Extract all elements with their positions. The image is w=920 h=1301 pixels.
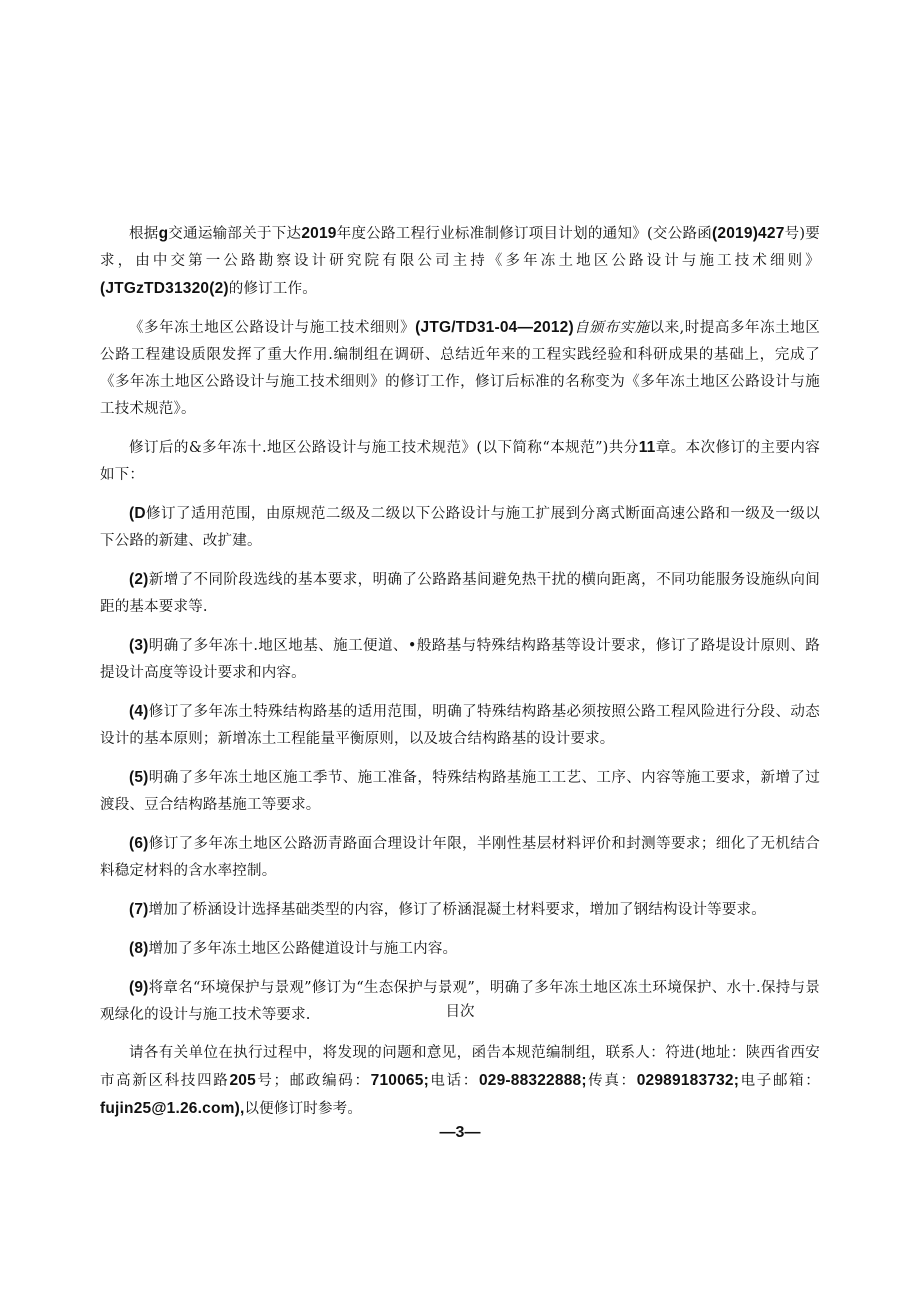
text-run: 修订了多年冻土特殊结构路基的适用范围，明确了特殊结构路基必须按照公路工程风险进行分段、动态设计的基本原则；新增冻土工程能量平衡原则，以及坡合结构路基的设计要求。 (100, 704, 820, 747)
bold-text-run: 2019 (301, 225, 337, 242)
text-run: 传真： (586, 1073, 637, 1089)
text-run: 《多年冻土地区公路设计与施工技术细则》 (129, 320, 416, 336)
text-run: 修订了多年冻土地区公路沥青路面合理设计年限，半刚性基层材料评价和封测等要求；细化了无机结合料稳定材料的含水率控制。 (100, 836, 820, 879)
text-run: 电子邮箱： (739, 1073, 820, 1089)
text-run: 章。本次修订的主要内容如下： (100, 440, 820, 483)
bold-text-run: (9) (129, 979, 149, 996)
text-run: 新增了不同阶段选线的基本要求，明确了公路路基间避免热干扰的横向距离，不同功能服务设施纵向间距的基本要求等. (100, 572, 820, 615)
paragraph (100, 566, 820, 621)
text-run: 电话： (428, 1073, 479, 1089)
bold-text-run: (7) (129, 901, 149, 918)
bold-text-run: (8) (129, 940, 149, 957)
text-run: 修订了适用范围，由原规范二级及二级以下公路设计与施工扩展到分离式断面高速公路和一级及一级以下公路的新建、改扩建。 (100, 506, 820, 549)
paragraph (100, 935, 820, 963)
text-run: 将章名“环境保护与景观”修订为“生态保护与景观”，明确了多年冻土地区冻土环境保护、水十.保持与景观绿化的设计与施工技术等要求. (100, 980, 820, 1023)
paragraph (100, 1040, 820, 1123)
paragraph (100, 830, 820, 885)
bold-text-run: (6) (129, 835, 149, 852)
text-run: 请各有关单位在执行过程中，将发现的问题和意见，函告本规范编制组，联系人：符进(地址：陕西省西安市高新区科技四路 (100, 1045, 820, 1089)
text-run: 以来,时提高多年冻土地区公路工程建设质限发挥了重大作用.编制组在调研、总结近年来的工程实践经验和科研成果的基础上，完成了《多年冻土地区公路设计与施工技术细则》的修订工作，修订后标准的名称变为《多年冻土地区公路设计与施工技术规范》。 (100, 320, 820, 417)
text-run: 以便修订时参考。 (244, 1101, 363, 1117)
text-run: 修订后的&多年冻十.地区公路设计与施工技术规范》(以下简称“本规范”)共分 (129, 440, 639, 456)
bold-text-run: (4) (129, 703, 149, 720)
text-run: 的修订工作。 (228, 281, 317, 297)
paragraph (100, 764, 820, 819)
text-run: 增加了多年冻土地区公路健道设计与施工内容。 (148, 941, 458, 957)
text-run: 明确了多年冻十.地区地基、施工便道、•般路基与特殊结构路基等设计要求，修订了路堤设计原则、路提设计高度等设计要求和内容。 (100, 638, 820, 681)
document-body (100, 220, 820, 1134)
text-run: 号)要求，由中交第一公路勘察设计研究院有限公司主持《多年冻土地区公路设计与施工技术细则》 (100, 226, 821, 269)
text-run: 交通运输部关于下达 (168, 226, 302, 242)
bold-text-run: 205 (229, 1072, 256, 1089)
bold-text-run: (JTGzTD31320(2) (100, 280, 229, 297)
paragraph (100, 434, 820, 489)
text-run: 号；邮政编码： (255, 1073, 371, 1089)
bold-text-run: (JTG/TD31-04—2012) (415, 319, 574, 336)
bold-text-run: (D (129, 505, 146, 522)
table-of-contents-heading: 目次 (445, 1004, 475, 1020)
bold-text-run: 710065; (370, 1072, 429, 1089)
page-number: —3— (439, 1124, 481, 1141)
paragraph (100, 500, 820, 555)
bold-text-run: 02989183732; (636, 1072, 740, 1089)
italic-text-run: 自颁布实施 (573, 320, 650, 336)
text-run: 明确了多年冻土地区施工季节、施工准备，特殊结构路基施工工艺、工序、内容等施工要求，新增了过渡段、豆合结构路基施工等要求。 (100, 770, 820, 813)
bold-text-run: (3) (129, 637, 149, 654)
text-run: 增加了桥涵设计选择基础类型的内容，修订了桥涵混凝土材料要求，增加了钢结构设计等要求。 (148, 902, 766, 918)
bold-text-run: fujin25@1.26.com), (100, 1100, 245, 1117)
bold-text-run: (5) (129, 769, 149, 786)
paragraph (100, 632, 820, 687)
paragraph (100, 220, 820, 303)
paragraph (100, 314, 820, 423)
bold-text-run: (2) (129, 571, 149, 588)
paragraph (100, 698, 820, 753)
paragraph (100, 896, 820, 924)
text-run: 根据 (129, 226, 159, 242)
bold-text-run: (2019)427 (712, 225, 785, 242)
bold-text-run: 11 (638, 439, 656, 456)
bold-text-run: 029-88322888; (478, 1072, 587, 1089)
bold-text-run: g (158, 225, 169, 242)
text-run: 年度公路工程行业标准制修订项目计划的通知》(交公路函 (336, 226, 713, 242)
